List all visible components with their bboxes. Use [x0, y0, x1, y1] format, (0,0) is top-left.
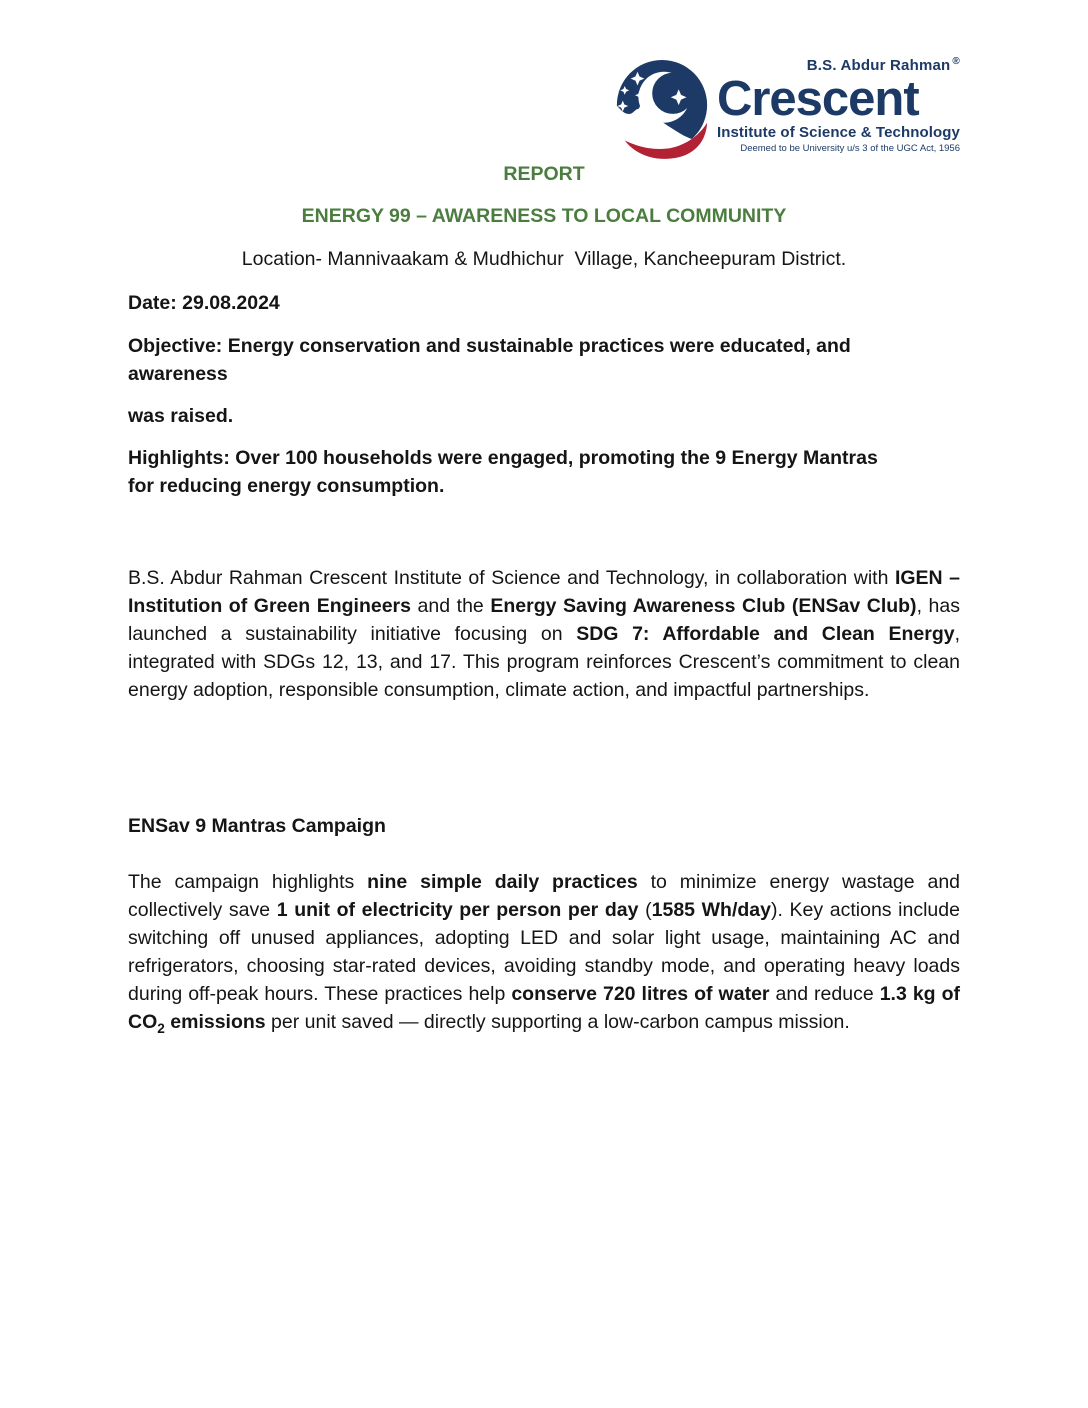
campaign-heading: ENSav 9 Mantras Campaign — [128, 815, 386, 837]
brand-name-text: B.S. Abdur Rahman — [806, 57, 951, 74]
objective-paragraph: Objective: Energy conservation and sustainable practices were educated, and awareness — [128, 335, 851, 385]
logo-text-block — [717, 56, 960, 154]
crescent-moon-stars-emblem-icon — [611, 58, 713, 160]
date-line: Date: 29.08.2024 — [128, 292, 280, 314]
objective-continuation: was raised. — [128, 405, 234, 427]
logo-subtitle: Institute of Science & Technology — [716, 124, 960, 142]
campaign-paragraph: The campaign highlights nine simple daily practices to minimize energy wastage and collectively save 1 unit of electricity per person per day (1585 Wh/day). Key actions include switching off unused appliances, adopting LED and solar light usage, maintaining AC and refrigerators, choosing star-rated devices, avoiding standby mode, and operating heavy loads during off-peak hours. These practices help conserve 720 litres of water and reduce 1.3 kg of $CO_2$ emissions per unit saved — directly supporting a low-carbon campus mission. — [128, 871, 961, 1036]
logo-tagline: Deemed to be University u/s 3 of the UGC Act, 1956 — [740, 143, 960, 155]
intro-paragraph: B.S. Abdur Rahman Crescent Institute of Science and Technology, in collaboration with IGEN – Institution of Green Engineers and the Energy Saving Awareness Club (ENSav Club), has launched a sustainability initiative focusing on SDG 7: Affordable and Clean Energy, integrated with SDGs 12, 13, and 17. This program reinforces Crescent’s commitment to clean energy adoption, responsible consumption, climate action, and impactful partnerships. — [128, 567, 960, 701]
highlights-paragraph: Highlights: Over 100 households were engaged, promoting the 9 Energy Mantras for reducing energy consumption. — [128, 447, 878, 497]
logo-wordmark: Crescent — [716, 71, 919, 126]
logo-row — [128, 0, 960, 160]
registered-trademark-icon: ® — [952, 56, 960, 67]
report-heading: REPORT — [503, 163, 585, 185]
location-line: Location- Mannivaakam & Mudhichur Village, Kancheepuram District. — [241, 248, 847, 270]
crescent-institute-logo — [611, 56, 960, 160]
event-title-heading: ENERGY 99 – AWARENESS TO LOCAL COMMUNITY — [301, 205, 787, 227]
